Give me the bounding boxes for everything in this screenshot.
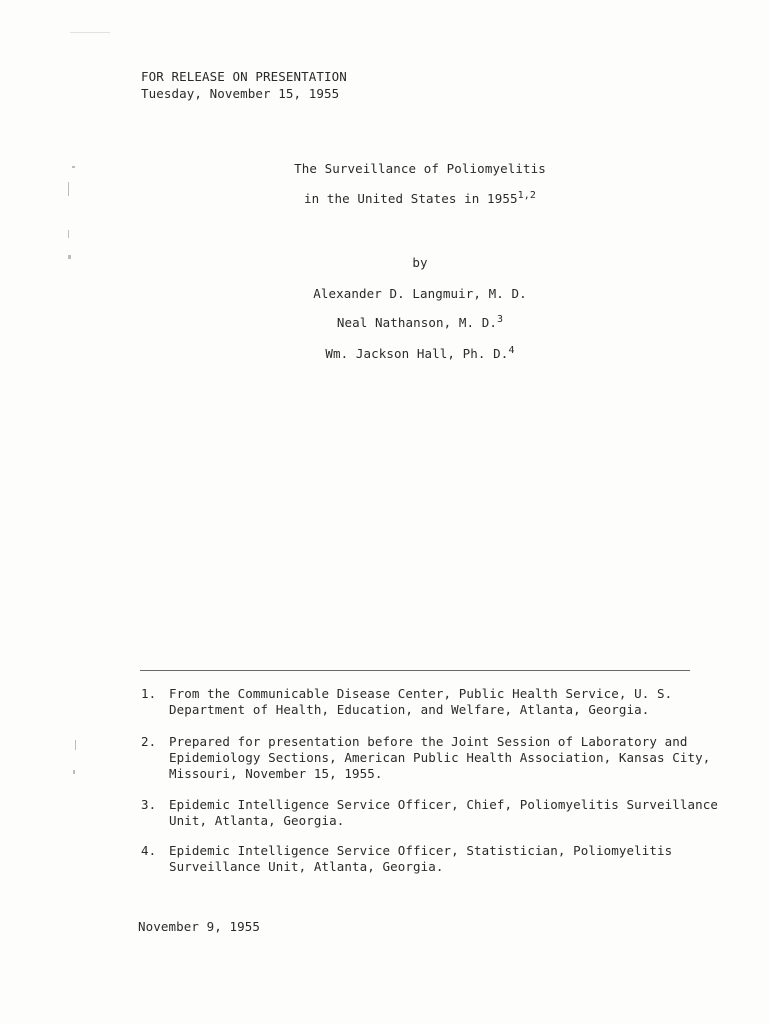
scan-speck	[68, 255, 71, 259]
document-subtitle	[0, 191, 770, 206]
document-title	[0, 161, 770, 176]
footnote-1	[141, 686, 672, 718]
scan-speck	[70, 32, 110, 33]
author-name: Neal Nathanson, M. D.	[336, 315, 497, 330]
scan-speck	[75, 740, 76, 750]
footnote-3	[141, 797, 718, 829]
title-line-1: The Surveillance of Poliomyelitis	[294, 161, 546, 176]
footnote-divider	[140, 670, 690, 671]
by-word: by	[412, 255, 428, 270]
footnote-number: 1.	[141, 686, 157, 701]
author-1	[0, 286, 770, 301]
scan-speck	[73, 770, 75, 774]
author-footnote-ref: 3	[497, 314, 504, 325]
scan-speck	[72, 166, 75, 168]
footnote-text: Prepared for presentation before the Joint Session of Laboratory and Epidemiology Sections, American Public Health Association, Kansas City, Missouri, November 15, 1955.	[169, 734, 711, 781]
footnote-2	[141, 734, 710, 782]
footnote-4	[141, 843, 672, 875]
footnote-number: 3.	[141, 797, 157, 812]
document-date: November 9, 1955	[138, 919, 261, 934]
author-3	[0, 346, 770, 361]
title-footnote-ref: 1,2	[517, 190, 536, 201]
footnote-number: 2.	[141, 734, 157, 749]
release-date: Tuesday, November 15, 1955	[141, 86, 340, 101]
footnote-text: Epidemic Intelligence Service Officer, Chief, Poliomyelitis Surveillance Unit, Atlanta, Georgia.	[169, 797, 719, 828]
scan-speck	[68, 230, 69, 238]
author-name: Wm. Jackson Hall, Ph. D.	[325, 346, 509, 361]
footnote-text: From the Communicable Disease Center, Public Health Service, U. S. Department of Health, Education, and Welfare, Atlanta, Georgia.	[169, 686, 673, 717]
footnote-number: 4.	[141, 843, 157, 858]
footnote-text: Epidemic Intelligence Service Officer, Statistician, Poliomyelitis Surveillance Unit, Atlanta, Georgia.	[169, 843, 673, 874]
title-line-2: in the United States in 1955	[304, 191, 518, 206]
author-name: Alexander D. Langmuir, M. D.	[313, 286, 527, 301]
release-notice	[141, 68, 347, 102]
release-line: FOR RELEASE ON PRESENTATION	[141, 69, 347, 84]
author-2	[0, 315, 770, 330]
scan-speck	[68, 182, 69, 196]
byline-by	[0, 255, 770, 270]
author-footnote-ref: 4	[508, 345, 515, 356]
